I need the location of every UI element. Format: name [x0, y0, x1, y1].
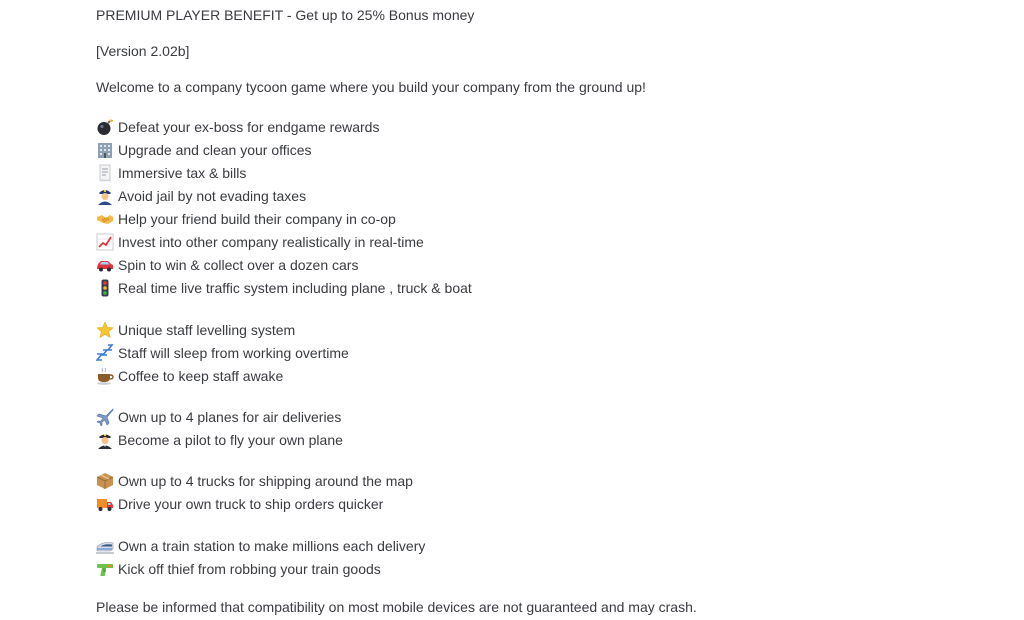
compatibility-notice: Please be informed that compatibility on most mobile devices are not guaranteed and may crash.: [96, 599, 697, 615]
feature-text: Staff will sleep from working overtime: [118, 345, 349, 361]
version-text: [Version 2.02b]: [96, 43, 190, 59]
airplane-icon: [96, 408, 114, 426]
feature-item: [96, 278, 472, 298]
feature-text: Avoid jail by not evading taxes: [118, 188, 307, 204]
bomb-icon: [96, 118, 114, 136]
feature-item: [96, 343, 349, 363]
water-pistol-icon: [96, 560, 114, 578]
feature-item: [96, 536, 425, 556]
feature-text: Help your friend build their company in co-op: [118, 211, 396, 227]
feature-text: Own a train station to make millions each delivery: [118, 538, 426, 554]
feature-text: Defeat your ex-boss for endgame rewards: [118, 119, 380, 135]
feature-text: Own up to 4 planes for air deliveries: [118, 409, 342, 425]
feature-text: Real time live traffic system including plane , truck & boat: [118, 280, 472, 296]
feature-text: Upgrade and clean your offices: [118, 142, 312, 158]
feature-item: [96, 255, 358, 275]
feature-item: [96, 140, 312, 160]
receipt-icon: [96, 164, 114, 182]
police-officer-icon: [96, 187, 114, 205]
feature-text: Kick off thief from robbing your train goods: [118, 561, 381, 577]
feature-item: [96, 163, 246, 183]
premium-benefit-text: PREMIUM PLAYER BENEFIT - Get up to 25% Bonus money: [96, 7, 475, 23]
handshake-icon: [96, 210, 114, 228]
feature-text: Unique staff levelling system: [118, 322, 296, 338]
feature-item: [96, 430, 343, 450]
feature-text: Immersive tax & bills: [118, 165, 247, 181]
feature-item: [96, 559, 381, 579]
feature-text: Spin to win & collect over a dozen cars: [118, 257, 359, 273]
zzz-icon: [96, 344, 114, 362]
traffic-light-icon: [96, 279, 114, 297]
high-speed-train-icon: [96, 537, 114, 555]
feature-item: [96, 407, 341, 427]
feature-item: [96, 117, 379, 137]
package-icon: [96, 472, 114, 490]
feature-item: [96, 494, 383, 514]
pilot-icon: [96, 431, 114, 449]
office-building-icon: [96, 141, 114, 159]
chart-increasing-icon: [96, 233, 114, 251]
car-icon: [96, 256, 114, 274]
feature-item: [96, 232, 424, 252]
welcome-text: Welcome to a company tycoon game where you build your company from the ground up!: [96, 79, 646, 95]
feature-item: [96, 186, 306, 206]
coffee-icon: [96, 367, 114, 385]
feature-text: Become a pilot to fly your own plane: [118, 432, 343, 448]
star-icon: [96, 321, 114, 339]
feature-item: [96, 471, 413, 491]
delivery-truck-icon: [96, 495, 114, 513]
feature-item: [96, 366, 283, 386]
feature-item: [96, 320, 295, 340]
feature-item: [96, 209, 396, 229]
feature-text: Invest into other company realistically in real-time: [118, 234, 424, 250]
feature-text: Own up to 4 trucks for shipping around the map: [118, 473, 413, 489]
feature-text: Drive your own truck to ship orders quicker: [118, 496, 384, 512]
feature-text: Coffee to keep staff awake: [118, 368, 284, 384]
